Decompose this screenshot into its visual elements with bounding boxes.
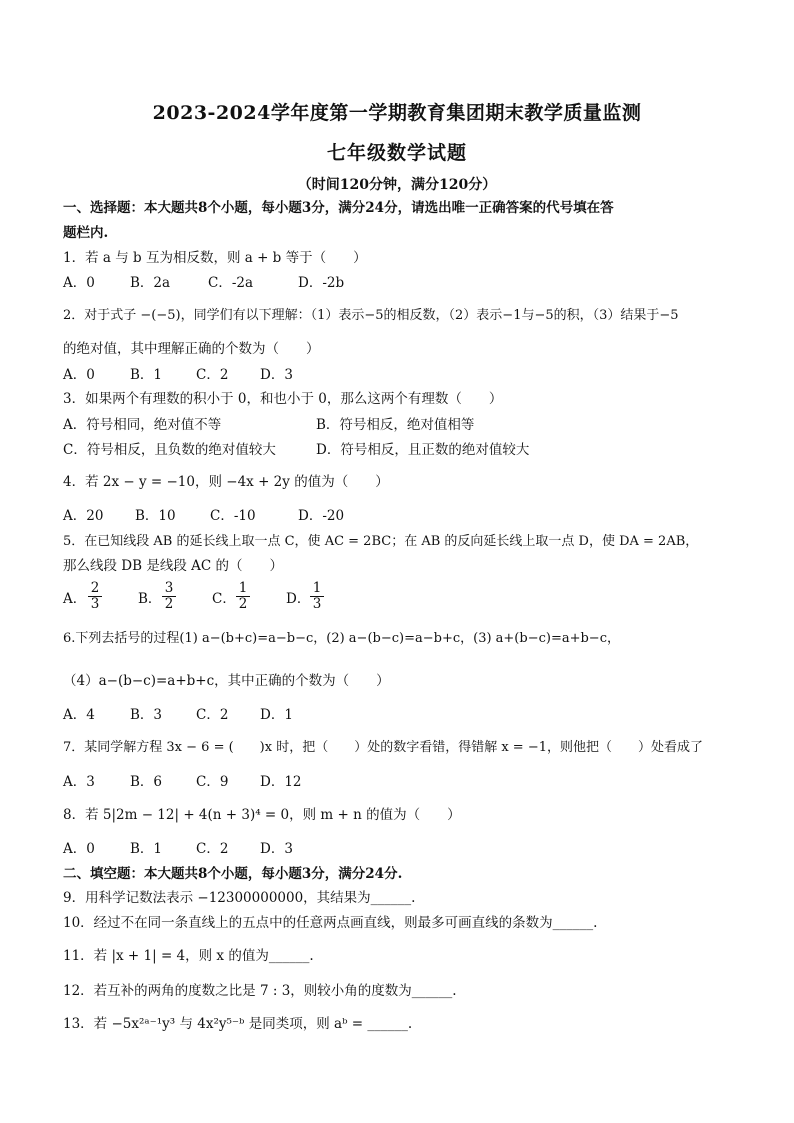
q3-option-b: B．符号相反，绝对值相等 (316, 417, 475, 433)
q5-option-c-denominator: 2 (238, 596, 248, 612)
q4-option-c: C．-10 (210, 508, 256, 524)
q7-option-d: D．12 (260, 774, 302, 790)
q7-option-b: B．6 (130, 774, 163, 790)
q4-option-d: D．-20 (298, 508, 345, 524)
q5-option-b-denominator: 2 (164, 596, 174, 612)
section2-heading: 二、填空题：本大题共8个小题，每小题3分，满分24分. (63, 866, 403, 882)
q5-stem-line2: 那么线段 DB 是线段 AC 的（ ） (63, 558, 283, 574)
q5-option-b-fraction (162, 581, 176, 612)
q2-stem-line2: 的绝对值，其中理解正确的个数为（ ） (63, 341, 320, 357)
q2-stem-line1: 2．对于式子 −(−5)，同学们有以下理解：（1）表示−5的相反数，（2）表示−1与−5的积，（3）结果于−5 (63, 308, 679, 323)
q4-option-a: A．20 (63, 508, 104, 524)
q5-option-a-numerator: 2 (88, 581, 102, 597)
q5-option-d-label: D． (286, 591, 311, 607)
q5-option-a-fraction (88, 581, 102, 612)
q8-stem: 8．若 5|2m − 12| + 4(n + 3)⁴ = 0，则 m + n 的值为（ ） (63, 807, 461, 823)
q12-stem: 12．若互补的两角的度数之比是 7 : 3，则较小角的度数为______. (63, 983, 457, 999)
q5-option-d-denominator: 3 (312, 596, 322, 612)
q5-option-b-label: B． (138, 591, 162, 607)
q8-option-b: B．1 (130, 841, 163, 857)
q8-option-d: D．3 (260, 841, 293, 857)
q1-option-d: D．-2b (298, 275, 345, 291)
q8-option-a: A．0 (63, 841, 95, 857)
q13-stem: 13．若 −5x²ᵃ⁻¹y³ 与 4x²y⁵⁻ᵇ 是同类项，则 aᵇ = ______. (63, 1016, 413, 1032)
q5-option-a-denominator: 3 (90, 596, 100, 612)
exam-title: 2023-2024学年度第一学期教育集团期末教学质量监测 (152, 102, 642, 124)
q3-stem: 3．如果两个有理数的积小于 0，和也小于 0，那么这两个有理数（ ） (63, 391, 503, 407)
q4-option-b: B．10 (135, 508, 176, 524)
q5-option-b-numerator: 3 (162, 581, 176, 597)
q6-option-b: B．3 (130, 707, 163, 723)
q5-option-c-numerator: 1 (236, 581, 250, 597)
q1-stem: 1．若 a 与 b 互为相反数，则 a + b 等于（ ） (63, 250, 367, 266)
q11-stem: 11．若 |x + 1| = 4，则 x 的值为______. (63, 948, 314, 964)
q7-stem: 7．某同学解方程 3x − 6 = ( )x 时，把（ ）处的数字看错，得错解 x = −1，则他把（ ）处看成了 (63, 740, 703, 755)
q5-option-c-fraction (236, 581, 250, 612)
q1-option-b: B．2a (130, 275, 171, 291)
exam-subtitle: 七年级数学试题 (326, 142, 467, 164)
q6-option-a: A．4 (63, 707, 95, 723)
q6-stem-line2: （4）a−(b−c)=a+b+c，其中正确的个数为（ ） (63, 673, 390, 689)
q9-stem: 9．用科学记数法表示 −12300000000，其结果为______. (63, 890, 416, 906)
q6-stem-line1: 6.下列去括号的过程(1) a−(b+c)=a−b−c，(2) a−(b−c)=a−b+c，(3) a+(b−c)=a+b−c， (63, 631, 620, 646)
q5-option-a-label: A． (63, 591, 87, 607)
q10-stem: 10．经过不在同一条直线上的五点中的任意两点画直线，则最多可画直线的条数为______. (63, 915, 598, 931)
q2-option-b: B．1 (130, 367, 163, 383)
q3-option-d: D．符号相反，且正数的绝对值较大 (316, 442, 530, 458)
q2-option-c: C．2 (196, 367, 229, 383)
q5-option-d-fraction (310, 581, 324, 612)
q7-option-c: C．9 (196, 774, 229, 790)
q1-option-c: C．-2a (208, 275, 254, 291)
q6-option-c: C．2 (196, 707, 229, 723)
q5-option-c-label: C． (212, 591, 236, 607)
section1-heading-line1: 一、选择题：本大题共8个小题，每小题3分，满分24分，请选出唯一正确答案的代号填在答 (63, 200, 614, 216)
section1-heading-line2: 题栏内. (63, 225, 109, 241)
q7-option-a: A．3 (63, 774, 95, 790)
q3-option-a: A．符号相同，绝对值不等 (63, 417, 222, 433)
q5-option-d-numerator: 1 (310, 581, 324, 597)
q4-stem: 4．若 2x − y = −10，则 −4x + 2y 的值为（ ） (63, 474, 389, 490)
q1-option-a: A．0 (63, 275, 95, 291)
q2-option-a: A．0 (63, 367, 95, 383)
time-note: （时间120分钟，满分120分） (297, 177, 497, 193)
q8-option-c: C．2 (196, 841, 229, 857)
q5-stem-line1: 5．在已知线段 AB 的延长线上取一点 C，使 AC = 2BC；在 AB 的反向延长线上取一点 D，使 DA = 2AB， (63, 534, 699, 549)
q3-option-c: C．符号相反，且负数的绝对值较大 (63, 442, 276, 458)
q6-option-d: D．1 (260, 707, 293, 723)
q2-option-d: D．3 (260, 367, 293, 383)
